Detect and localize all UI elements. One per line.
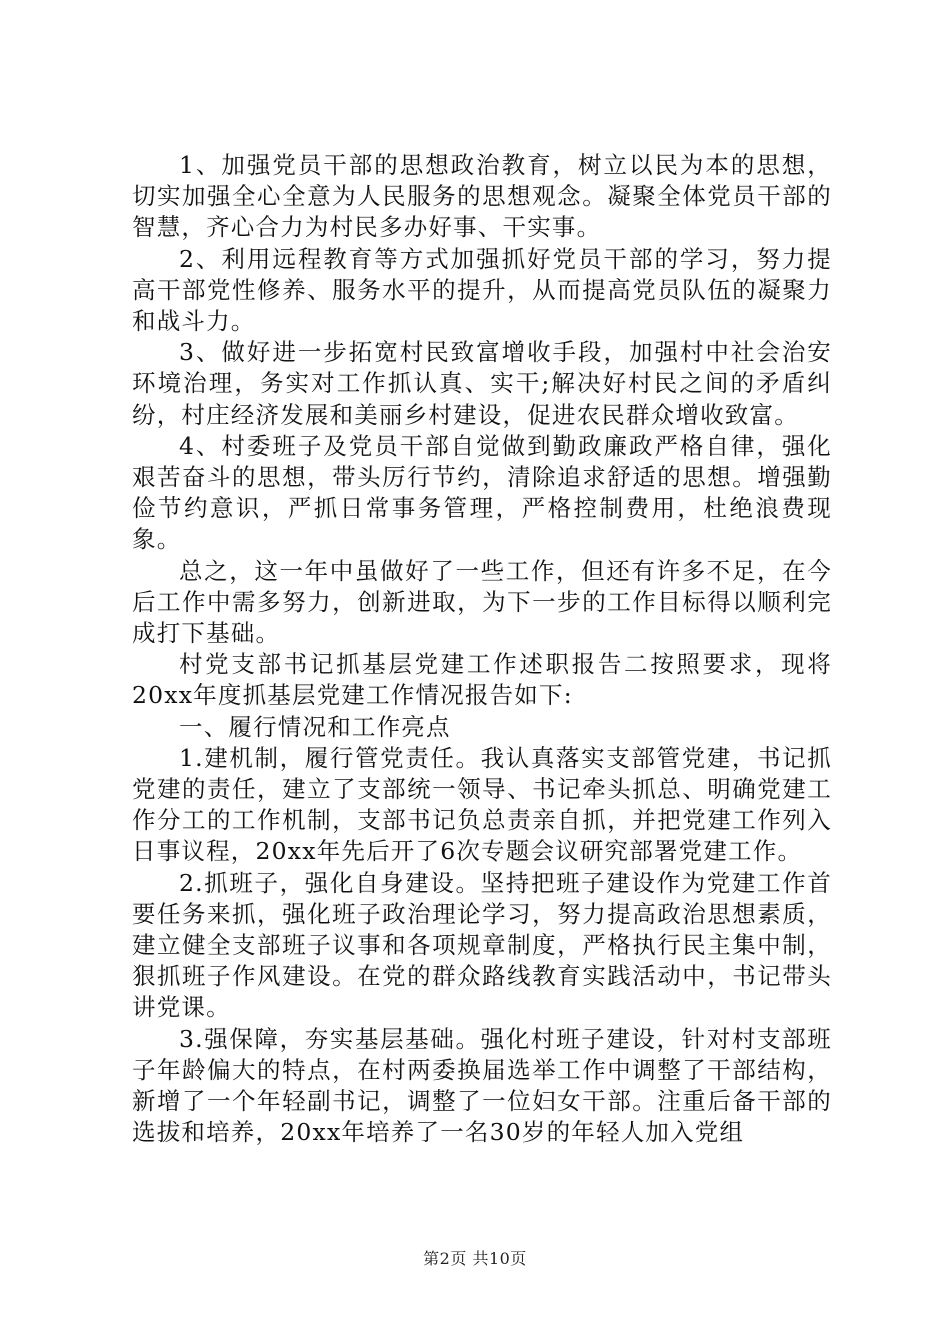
paragraph-report-intro: 村党支部书记抓基层党建工作述职报告二按照要求，现将20xx年度抓基层党建工作情况报告如下: <box>132 650 832 710</box>
paragraph-summary: 总之，这一年中虽做好了一些工作，但还有许多不足，在今后工作中需多努力，创新进取，为下一步的工作目标得以顺利完成打下基础。 <box>132 556 832 648</box>
document-body <box>132 150 832 1149</box>
paragraph-1: 1、加强党员干部的思想政治教育，树立以民为本的思想，切实加强全心全意为人民服务的思想观念。凝聚全体党员干部的智慧，齐心合力为村民多办好事、干实事。 <box>132 151 832 242</box>
paragraph-team-building: 2.抓班子，强化自身建设。坚持把班子建设作为党建工作首要任务来抓，强化班子政治理论学习，努力提高政治思想素质，建立健全支部班子议事和各项规章制度，严格执行民主集中制，狠抓班子作风建设。在党的群众路线教育实践活动中，书记带头讲党课。 <box>132 868 832 1022</box>
paragraph-foundation: 3.强保障，夯实基层基础。强化村班子建设，针对村支部班子年龄偏大的特点，在村两委换届选举工作中调整了干部结构，新增了一个年轻副书记，调整了一位妇女干部。注重后备干部的选拔和培养，20xx年培养了一名30岁的年轻人加入党组 <box>132 1024 832 1147</box>
paragraph-mechanism: 1.建机制，履行管党责任。我认真落实支部管党建，书记抓党建的责任，建立了支部统一领导、书记牵头抓总、明确党建工作分工的工作机制，支部书记负总责亲自抓，并把党建工作列入日事议程，20xx年先后开了6次专题会议研究部署党建工作。 <box>132 743 832 866</box>
paragraph-2: 2、利用远程教育等方式加强抓好党员干部的学习，努力提高干部党性修养、服务水平的提升，从而提高党员队伍的凝聚力和战斗力。 <box>132 244 832 336</box>
section-heading: 一、履行情况和工作亮点 <box>179 712 451 741</box>
paragraph-4: 4、村委班子及党员干部自觉做到勤政廉政严格自律，强化艰苦奋斗的思想，带头厉行节约，清除追求舒适的思想。增强勤俭节约意识，严抓日常事务管理，严格控制费用，杜绝浪费现象。 <box>132 431 832 554</box>
page-number-footer: 第2页 共10页 <box>423 1249 527 1268</box>
paragraph-3: 3、做好进一步拓宽村民致富增收手段，加强村中社会治安环境治理，务实对工作抓认真、实干;解决好村民之间的矛盾纠纷，村庄经济发展和美丽乡村建设，促进农民群众增收致富。 <box>132 338 832 429</box>
